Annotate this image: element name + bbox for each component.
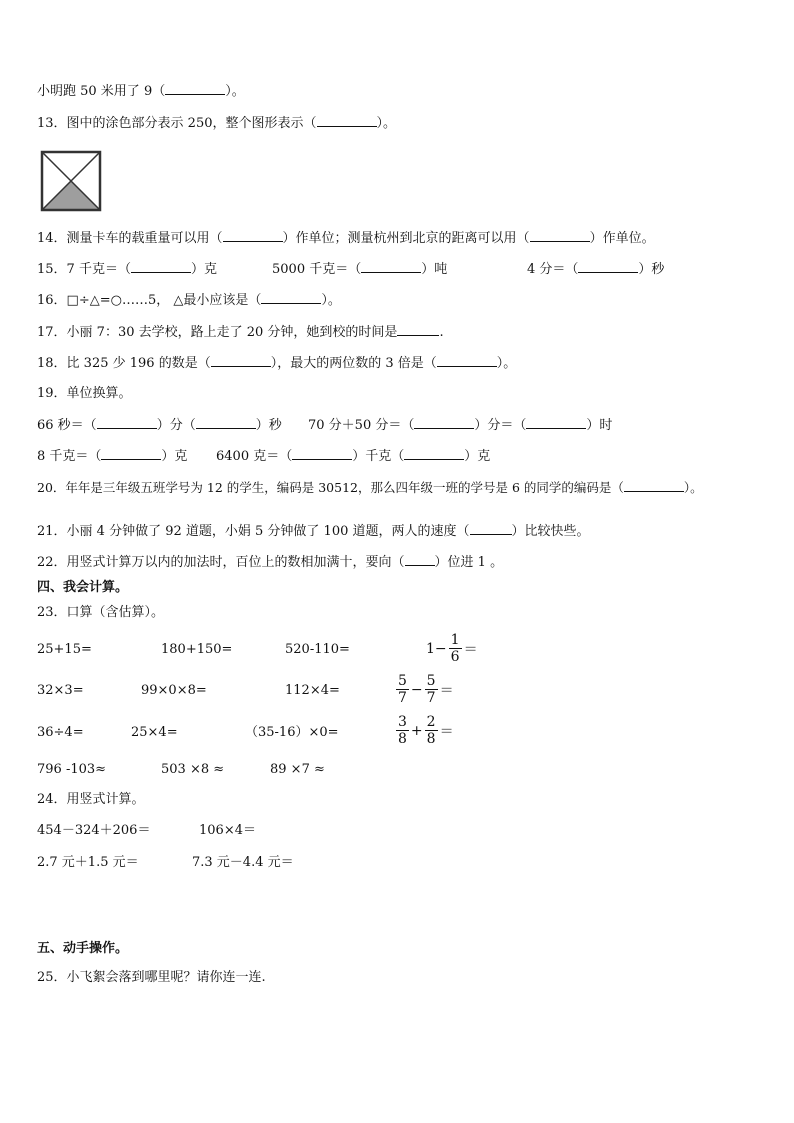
question-22 xyxy=(37,553,503,572)
q13-text-end: ）。 xyxy=(376,116,397,131)
q20-text: 20．年年是三年级五班学号为 12 的学生，编码是 30512，那么四年级一班的学号是 6 的同学的编码是（ xyxy=(37,480,624,495)
answer-blank[interactable] xyxy=(97,416,157,429)
question-20 xyxy=(37,479,703,497)
fraction-expression-1 xyxy=(426,632,478,665)
question-19-row-1b xyxy=(308,416,612,435)
answer-blank[interactable] xyxy=(223,229,283,242)
q19-text: ）克 xyxy=(161,449,188,464)
equals-sign: ＝ xyxy=(439,723,454,740)
q17-text-end: . xyxy=(439,325,444,340)
question-19 xyxy=(37,385,132,403)
answer-blank[interactable] xyxy=(361,260,421,273)
fraction-numerator: 1 xyxy=(450,632,460,648)
question-17 xyxy=(37,323,444,342)
q15-text: 5000 千克＝（ xyxy=(272,262,362,277)
q19-text: ）千克（ xyxy=(352,449,405,464)
equals-sign: ＝ xyxy=(439,682,454,699)
q22-text: 22．用竖式计算万以内的加法时，百位上的数相加满十，要向（ xyxy=(37,555,405,570)
q19-text: 70 分＋50 分＝（ xyxy=(308,418,415,433)
fraction xyxy=(425,714,438,747)
fraction-numerator: 5 xyxy=(398,673,407,689)
equals-sign: ＝ xyxy=(463,641,478,658)
q17-text: 17．小丽 7：30 去学校，路上走了 20 分钟，她到校的时间是 xyxy=(37,325,398,340)
question-15-a xyxy=(37,260,217,279)
q19-text: 19．单位换算。 xyxy=(37,386,132,401)
answer-blank[interactable] xyxy=(404,447,464,460)
q12-text: 小明跑 50 米用了 9（ xyxy=(37,84,166,99)
oral-calc-item: 520-110= xyxy=(285,642,350,657)
oral-calc-item: 112×4= xyxy=(285,683,340,698)
answer-blank[interactable] xyxy=(292,447,352,460)
question-14 xyxy=(37,229,655,248)
fraction-numerator: 2 xyxy=(426,714,436,730)
q16-text-end: ）。 xyxy=(321,293,341,308)
question-25 xyxy=(37,969,266,987)
q14-text-mid: ）作单位；测量杭州到北京的距离可以用（ xyxy=(282,231,530,246)
q18-text-mid: ），最大的两位数的 3 倍是（ xyxy=(270,356,437,371)
estimate-item: 796 -103≈ xyxy=(37,762,107,777)
fraction-lead: 1− xyxy=(426,640,447,657)
answer-blank[interactable] xyxy=(530,229,590,242)
fraction-denominator: 7 xyxy=(426,690,436,706)
answer-blank[interactable] xyxy=(165,82,225,95)
vertical-calc-item: 7.3 元－4.4 元＝ xyxy=(192,855,294,870)
question-12-part xyxy=(37,82,245,101)
q21-text-end: ）比较快些。 xyxy=(511,524,590,539)
question-16 xyxy=(37,291,341,310)
shaded-triangle xyxy=(42,181,100,210)
oral-calc-item: 99×0×8= xyxy=(141,683,207,698)
q21-text: 21．小丽 4 分钟做了 92 道题，小娟 5 分钟做了 100 道题，两人的速度（ xyxy=(37,524,470,539)
fraction-numerator: 3 xyxy=(398,714,407,730)
oral-calc-item: 25+15= xyxy=(37,642,92,657)
estimate-item: 89 ×7 ≈ xyxy=(270,762,325,777)
estimate-item: 503 ×8 ≈ xyxy=(161,762,225,777)
section-4-heading: 四、我会计算。 xyxy=(37,580,129,595)
q25-text: 25．小飞絮会落到哪里呢？请你连一连. xyxy=(37,970,266,985)
section-5-heading: 五、动手操作。 xyxy=(37,941,129,956)
fraction xyxy=(425,673,438,706)
q15-unit: ）吨 xyxy=(421,262,448,277)
question-15-b xyxy=(272,260,447,279)
q16-text: 16．□÷△=○……5， △最小应该是（ xyxy=(37,293,262,308)
fraction xyxy=(396,673,409,706)
question-24 xyxy=(37,791,145,809)
q19-text: ）分＝（ xyxy=(474,418,527,433)
q15-text: 4 分＝（ xyxy=(527,262,579,277)
answer-blank[interactable] xyxy=(578,260,638,273)
shaded-square-figure xyxy=(40,150,102,212)
fraction-denominator: 8 xyxy=(426,731,436,747)
q15-unit: ）秒 xyxy=(638,262,665,277)
q15-text: 15．7 千克＝（ xyxy=(37,262,131,277)
answer-blank[interactable] xyxy=(397,323,439,336)
fraction xyxy=(396,714,409,747)
q14-text-end: ）作单位。 xyxy=(589,231,655,246)
vertical-calc-item: 2.7 元＋1.5 元＝ xyxy=(37,855,139,870)
fraction-expression-2 xyxy=(396,673,454,706)
fraction-denominator: 8 xyxy=(398,731,407,747)
oral-calc-item: 180+150= xyxy=(161,642,233,657)
operator: − xyxy=(410,681,423,698)
q20-text-end: ）。 xyxy=(683,480,703,495)
fraction-denominator: 7 xyxy=(398,690,407,706)
answer-blank[interactable] xyxy=(526,416,586,429)
oral-calc-item: 32×3= xyxy=(37,683,84,698)
answer-blank[interactable] xyxy=(101,447,161,460)
q19-text: 6400 克＝（ xyxy=(216,449,293,464)
q13-text: 13．图中的涂色部分表示 250，整个图形表示（ xyxy=(37,116,317,131)
q19-text: ）时 xyxy=(586,418,613,433)
q19-text: ）分（ xyxy=(156,418,196,433)
question-19-row-2 xyxy=(37,447,187,466)
question-15-c xyxy=(527,260,664,279)
q19-text: ）秒 xyxy=(255,418,282,433)
oral-calc-item: 36÷4= xyxy=(37,725,84,740)
question-18 xyxy=(37,354,516,373)
q14-text: 14．测量卡车的载重量可以用（ xyxy=(37,231,223,246)
answer-blank[interactable] xyxy=(405,553,435,566)
fraction xyxy=(449,632,462,665)
question-19-row-1 xyxy=(37,416,282,435)
answer-blank[interactable] xyxy=(131,260,191,273)
operator: + xyxy=(410,722,423,739)
answer-blank[interactable] xyxy=(196,416,256,429)
q15-unit: ）克 xyxy=(190,262,217,277)
answer-blank[interactable] xyxy=(414,416,474,429)
question-21 xyxy=(37,522,590,541)
answer-blank[interactable] xyxy=(624,479,684,492)
oral-calc-item: （35-16）×0= xyxy=(245,725,339,740)
vertical-calc-item: 106×4＝ xyxy=(199,823,256,838)
fraction-expression-3 xyxy=(396,714,454,747)
answer-blank[interactable] xyxy=(261,291,321,304)
answer-blank[interactable] xyxy=(437,354,497,367)
question-23 xyxy=(37,604,164,622)
q23-text: 23．口算（含估算）。 xyxy=(37,605,165,620)
q12-text-end: ）。 xyxy=(225,84,245,99)
q19-text: 66 秒＝（ xyxy=(37,418,97,433)
vertical-calc-item: 454－324＋206＝ xyxy=(37,823,151,838)
q19-text: ）克 xyxy=(464,449,491,464)
answer-blank[interactable] xyxy=(211,354,271,367)
oral-calc-item: 25×4= xyxy=(131,725,178,740)
q18-text-end: ）。 xyxy=(496,356,517,371)
answer-blank[interactable] xyxy=(470,522,512,535)
question-19-row-2b xyxy=(216,447,490,466)
fraction-denominator: 6 xyxy=(450,649,460,665)
answer-blank[interactable] xyxy=(317,114,377,127)
question-13 xyxy=(37,114,396,133)
q24-text: 24．用竖式计算。 xyxy=(37,792,145,807)
q22-text-end: ）位进 1 。 xyxy=(434,555,504,570)
q18-text: 18．比 325 少 196 的数是（ xyxy=(37,356,211,371)
q19-text: 8 千克＝（ xyxy=(37,449,102,464)
fraction-numerator: 5 xyxy=(426,673,436,689)
